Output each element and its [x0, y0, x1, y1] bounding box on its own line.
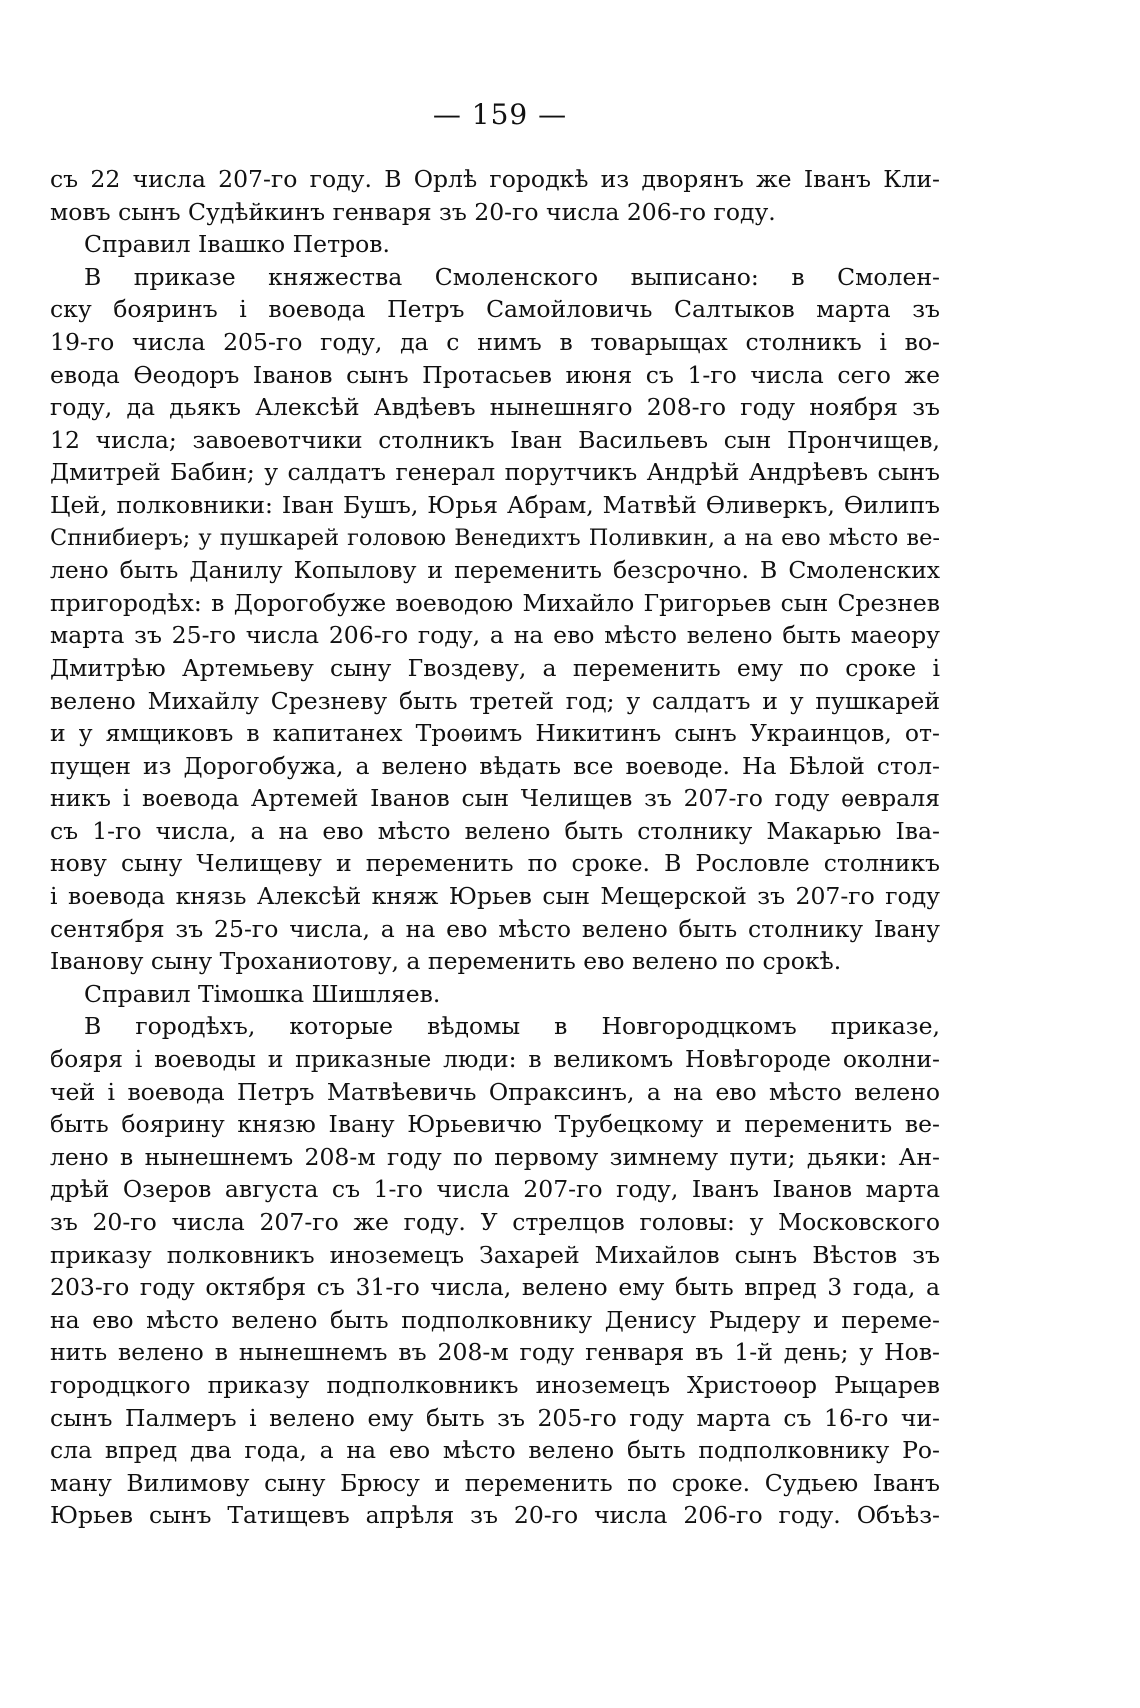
text-line: евода Ѳеодоръ Іванов сынъ Протасьев июня съ 1-го числа сего же	[50, 360, 940, 389]
text-line: Спнибиеръ; у пушкарей головою Венедихтъ Поливкин, а на ево мѣсто ве-	[50, 524, 940, 551]
text-line: Юрьев сынъ Татищевъ апрѣля зъ 20-го числа 206-го году. Объѣз-	[50, 1501, 940, 1530]
text-line: нову сыну Челищеву и переменить по сроке. В Рословле столникъ	[50, 849, 940, 878]
text-line: велено Михайлу Срезневу быть третей год; у салдатъ и у пушкарей	[50, 686, 940, 715]
text-line: ску бояринъ і воевода Петръ Самойловичь Салтыков марта зъ	[50, 295, 940, 324]
text-line: городцкого приказу подполковникъ иноземецъ Христоѳор Рыцарев	[50, 1370, 940, 1399]
text-line: лено быть Данилу Копылову и переменить безсрочно. В Смоленских	[50, 556, 940, 585]
text-line: Дмитрѣю Артемьеву сыну Гвоздеву, а переменить ему по сроке і	[50, 653, 940, 682]
text-line: на ево мѣсто велено быть подполковнику Денису Рыдеру и переме-	[50, 1305, 940, 1334]
text-line: 12 числа; завоевотчики столникъ Іван Васильевъ сын Прончищев,	[50, 425, 940, 454]
text-line: Справил Тімошка Шишляев.	[84, 979, 441, 1008]
text-line: пущен из Дорогобужа, а велено вѣдать все воеводе. На Бѣлой стол-	[50, 751, 940, 780]
text-line: марта зъ 25-го числа 206-го году, а на ево мѣсто велено быть маеору	[50, 621, 940, 650]
text-line: приказу полковникъ иноземецъ Захарей Михайлов сынъ Вѣстов зъ	[50, 1240, 940, 1269]
text-line: никъ і воевода Артемей Іванов сын Челищев зъ 207-го году ѳевраля	[50, 784, 940, 813]
text-line: ману Вилимову сыну Брюсу и переменить по сроке. Судьею Іванъ	[50, 1468, 940, 1497]
text-line: лено в нынешнемъ 208-м году по первому зимнему пути; дьяки: Ан-	[50, 1142, 940, 1171]
text-line: сла впред два года, а на ево мѣсто велено быть подполковнику Ро-	[50, 1436, 940, 1465]
text-line: і воевода князь Алексѣй княж Юрьев сын Мещерской зъ 207-го году	[50, 882, 940, 911]
text-line: году, да дьякъ Алексѣй Авдѣевъ нынешняго 208-го году ноября зъ	[50, 393, 940, 422]
text-line: сентября зъ 25-го числа, а на ево мѣсто велено быть столнику Івану	[50, 914, 940, 943]
text-line: съ 22 числа 207-го году. В Орлѣ городкѣ из дворянъ же Іванъ Кли-	[50, 165, 940, 193]
text-line: В приказе княжества Смоленского выписано: в Смолен-	[84, 262, 940, 291]
text-line: 203-го году октября съ 31-го числа, велено ему быть впред 3 года, а	[50, 1273, 940, 1302]
text-line: бояря і воеводы и приказные люди: в великомъ Новѣгороде околни-	[50, 1045, 940, 1074]
text-line: зъ 20-го числа 207-го же году. У стрелцов головы: у Московского	[50, 1208, 940, 1236]
text-line: В городѣхъ, которые вѣдомы в Новгородцкомъ приказе,	[84, 1012, 940, 1041]
text-line: быть боярину князю Івану Юрьевичю Трубецкому и переменить ве-	[50, 1110, 940, 1139]
text-line: дрѣй Озеров августа съ 1-го числа 207-го году, Іванъ Іванов марта	[50, 1175, 940, 1204]
text-line: сынъ Палмеръ і велено ему быть зъ 205-го году марта съ 16-го чи-	[50, 1403, 940, 1432]
text-line: пригородѣх: в Дорогобуже воеводою Михайло Григорьев сын Срезнев	[50, 588, 940, 617]
text-line: 19-го числа 205-го году, да с нимъ в товарыщах столникъ і во-	[50, 327, 940, 356]
text-line: Дмитрей Бабин; у салдатъ генерал порутчикъ Андрѣй Андрѣевъ сынъ	[50, 458, 940, 487]
text-line: чей і воевода Петръ Матвѣевичь Опраксинъ, а на ево мѣсто велено	[50, 1077, 940, 1106]
text-line: и у ямщиковъ в капитанех Троѳимъ Никитинъ сынъ Украинцов, от-	[50, 719, 940, 748]
text-line: съ 1-го числа, а на ево мѣсто велено быть столнику Макарью Іва-	[50, 816, 940, 845]
text-line: Справил Івашко Петров.	[84, 230, 390, 259]
body-text	[50, 163, 940, 1532]
text-line: мовъ сынъ Судѣйкинъ генваря зъ 20-го числа 206-го году.	[50, 197, 776, 226]
text-line: Цей, полковники: Іван Бушъ, Юрья Абрам, Матвѣй Ѳливеркъ, Ѳилипъ	[50, 490, 940, 519]
text-line: Іванову сыну Троханиотову, а переменить ево велено по срокѣ.	[50, 947, 842, 976]
text-line: нить велено в нынешнемъ въ 208-м году генваря въ 1-й день; у Нов-	[50, 1338, 940, 1367]
page-number: — 159 —	[432, 98, 568, 131]
